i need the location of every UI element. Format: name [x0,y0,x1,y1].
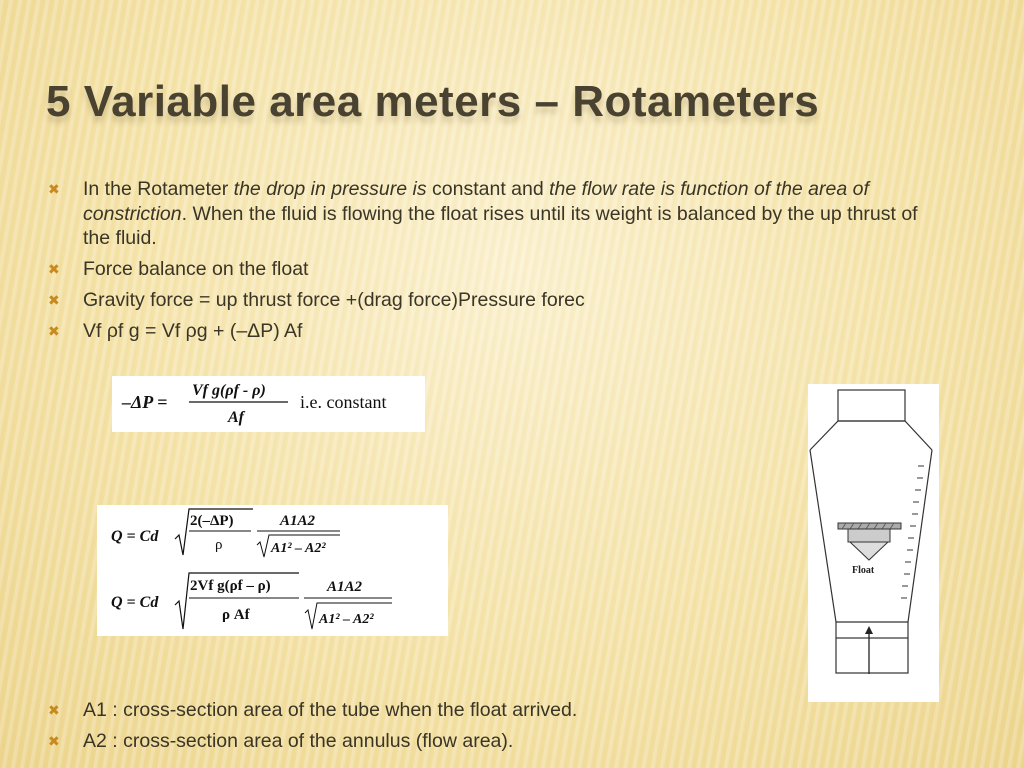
bullet-x-icon: ✖ [48,181,60,197]
eq1-numerator: Vf g(ρf - ρ) [192,382,266,399]
bullet-x-icon: ✖ [48,702,60,718]
bullet-text: . When the fluid is flowing the float rises until its weight is balanced by the up thrust of the fluid. [83,202,918,249]
bullet-x-icon: ✖ [48,292,60,308]
bullet-text-italic: the drop in pressure is [233,178,427,200]
bullet-text: A2 : cross-section area of the annulus (flow area). [83,730,514,752]
eq2-line1-root-den: ρ [215,537,223,553]
eq2-line2-root-num: 2Vf g(ρf – ρ) [190,578,271,594]
bullet-text: In the Rotameter [83,178,234,200]
equation-pressure-drop [112,376,425,432]
float-body [848,529,890,542]
bullet-item [48,288,948,313]
bullet-text: Force balance on the float [83,258,309,280]
bullet-x-icon: ✖ [48,323,60,339]
bullet-list [48,177,948,350]
bullet-text: and [505,178,550,200]
slide-title: 5 Variable area meters – Rotameters [46,77,820,126]
bullet-item [48,698,948,723]
eq2-line2-frac-den: A1² – A2² [319,612,374,627]
bullet-x-icon: ✖ [48,261,60,277]
bullet-text: Gravity force = up thrust force +(drag force)Pressure forec [83,289,585,311]
bullet-text-italic: the flow rate is function of the area of constriction [83,178,869,225]
tube-inlet [836,638,908,673]
bottom-bullet-list [48,698,948,760]
bullet-item [48,729,948,754]
eq2-line1-root-num: 2(–ΔP) [190,513,234,529]
rotameter-diagram-svg [808,384,939,702]
equation-flow-rate [97,505,448,636]
eq1-lhs: –ΔP = [122,392,168,412]
equation-pressure-drop-svg [112,376,425,432]
float-cone [850,542,888,560]
eq2-line2-lhs: Q = Cd [111,594,159,611]
flow-arrow-head-icon [865,626,873,634]
bullet-item [48,319,948,344]
tube-shoulder [810,421,932,450]
eq2-line1-frac-num: A1A2 [280,513,316,529]
float-label: Float [852,565,875,576]
eq1-denominator: Af [228,409,244,426]
rotameter-diagram [808,384,939,702]
bullet-text: Vf ρf g = Vf ρg + (–ΔP) Af [83,320,303,342]
bullet-text: A1 : cross-section area of the tube when the float arrived. [83,699,578,721]
tube-top-cap [838,390,905,421]
bullet-x-icon: ✖ [48,733,60,749]
bullet-text: constant [432,178,506,200]
eq2-line1-lhs: Q = Cd [111,528,159,545]
equation-flow-rate-svg [97,505,448,636]
eq1-note: i.e. constant [300,392,387,412]
bullet-item [48,257,948,282]
eq2-line1-frac-den: A1² – A2² [271,541,326,556]
bullet-item [48,177,948,251]
eq2-line2-frac-num: A1A2 [327,579,363,595]
eq2-line2-root-den: ρ Af [222,607,250,623]
